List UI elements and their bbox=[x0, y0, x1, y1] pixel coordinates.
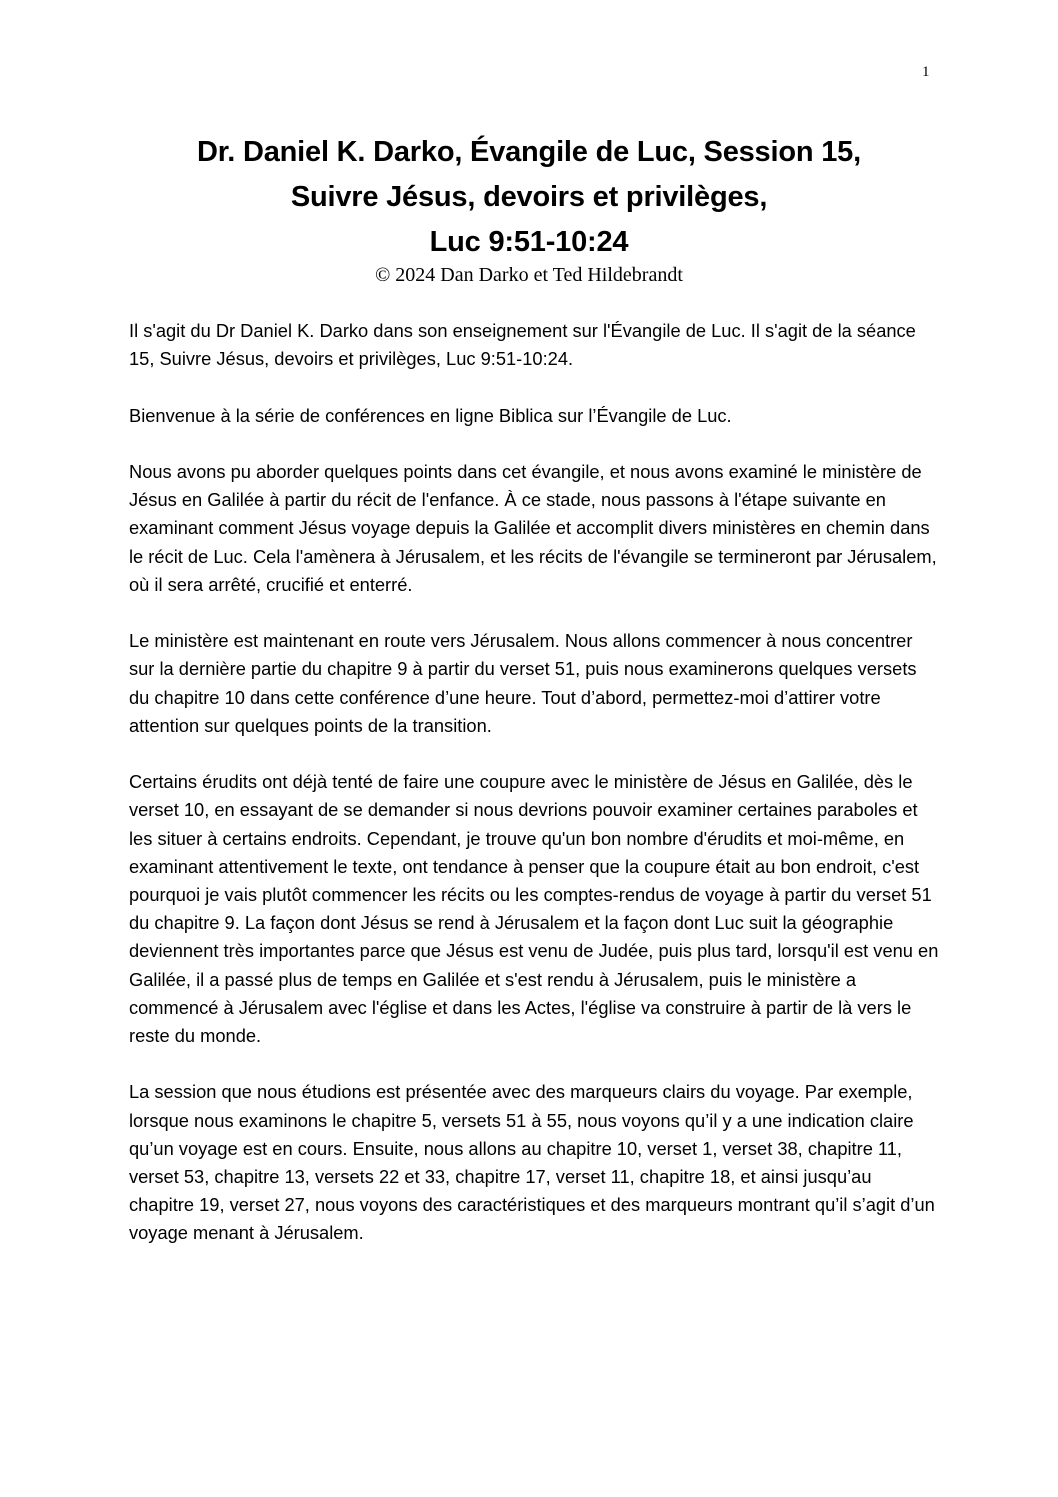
paragraph-intro: Il s'agit du Dr Daniel K. Darko dans son enseignement sur l'Évangile de Luc. Il s'agit de la séance 15, Suivre Jésus, devoirs et privilèges, Luc 9:51-10:24. bbox=[129, 320, 916, 370]
page-title-line-2: Suivre Jésus, devoirs et privilèges, bbox=[290, 181, 768, 213]
paragraph-scholars: Certains érudits ont déjà tenté de faire une coupure avec le ministère de Jésus en Galilée, dès le verset 10, en essayant de se demander si nous devrions pouvoir examiner certaines paraboles et les situer à certains endroits. Cependant, je trouve qu'un bon nombre d'érudits et moi-même, en examinant attentivement le texte, ont tendance à penser que la coupure était au bon endroit, c'est pourquoi je vais plutôt commencer les récits ou les comptes-rendus de voyage à partir du verset 51 du chapitre 9. La façon dont Jésus se rend à Jérusalem et la façon dont Luc suit la géographie deviennent très importantes parce que Jésus est venu de Judée, puis plus tard, lorsqu'il est venu en Galilée, il a passé plus de temps en Galilée et s'est rendu à Jérusalem, puis le ministère a commencé à Jérusalem avec l'église et dans les Actes, l'église va construire à partir de là vers le reste du monde. bbox=[129, 771, 939, 1047]
paragraph-route: Le ministère est maintenant en route vers Jérusalem. Nous allons commencer à nous concentrer sur la dernière partie du chapitre 9 à partir du verset 51, puis nous examinerons quelques versets du chapitre 10 dans cette conférence d’une heure. Tout d’abord, permettez-moi d’attirer votre attention sur quelques points de la transition. bbox=[129, 630, 917, 736]
page-title-line-1: Dr. Daniel K. Darko, Évangile de Luc, Session 15, bbox=[197, 136, 861, 168]
paragraph-welcome: Bienvenue à la série de conférences en ligne Biblica sur l’Évangile de Luc. bbox=[129, 404, 732, 426]
document-body bbox=[129, 317, 939, 1276]
copyright-notice: © 2024 Dan Darko et Ted Hildebrandt bbox=[375, 264, 683, 286]
title-block bbox=[0, 130, 1058, 287]
paragraph-galilee: Nous avons pu aborder quelques points dans cet évangile, et nous avons examiné le ministère de Jésus en Galilée à partir du récit de l'enfance. À ce stade, nous passons à l'étape suivante en examinant comment Jésus voyage depuis la Galilée et accomplit divers ministères en chemin dans le récit de Luc. Cela l'amènera à Jérusalem, et les récits de l'évangile se termineront par Jérusalem, où il sera arrêté, crucifié et enterré. bbox=[129, 460, 937, 595]
paragraph-markers: La session que nous étudions est présentée avec des marqueurs clairs du voyage. Par exemple, lorsque nous examinons le chapitre 5, versets 51 à 55, nous voyons qu’il y a une indication claire qu’un voyage est en cours. Ensuite, nous allons au chapitre 10, verset 1, verset 38, chapitre 11, verset 53, chapitre 13, versets 22 et 33, chapitre 17, verset 11, chapitre 18, et ainsi jusqu’au chapitre 19, verset 27, nous voyons des caractéristiques et des marqueurs montrant qu’il s’agit d’un voyage menant à Jérusalem. bbox=[129, 1081, 935, 1244]
page-number: 1 bbox=[922, 64, 930, 80]
page-title-line-3: Luc 9:51-10:24 bbox=[429, 226, 629, 258]
